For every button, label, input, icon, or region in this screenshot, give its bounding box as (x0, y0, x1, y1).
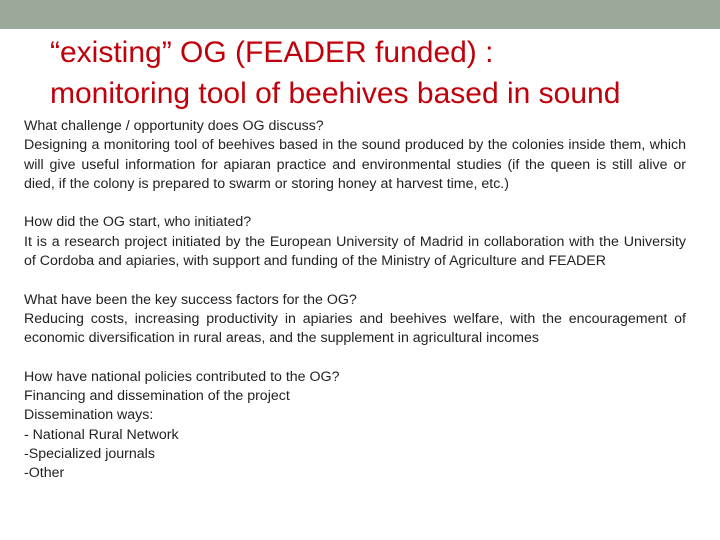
question-challenge: What challenge / opportunity does OG discuss? (24, 118, 324, 134)
section-origin (24, 213, 686, 271)
policy-line-specialized-journals: -Specialized journals (24, 446, 155, 463)
slide-body (24, 117, 686, 484)
section-success-factors (24, 291, 686, 349)
section-national-policies (24, 368, 686, 484)
policy-line-dissemination-ways: Dissemination ways: (24, 407, 154, 424)
question-success-factors: What have been the key success factors for the OG? (24, 291, 357, 308)
section-challenge (24, 117, 686, 194)
answer-success-factors: Reducing costs, increasing productivity in apiaries and beehives welfare, with the encouragement of economic diversification in rural areas, and the supplement in agricultural incomes (24, 310, 686, 347)
policy-line-financing: Financing and dissemination of the project (24, 388, 290, 405)
slide-title-line-1: “existing” OG (FEADER funded) : (50, 36, 494, 69)
policy-line-national-rural-network: - National Rural Network (24, 426, 179, 443)
question-national-policies: How have national policies contributed to the OG? (24, 368, 340, 385)
slide-title (50, 32, 710, 114)
header-bar (0, 0, 720, 29)
answer-challenge: Designing a monitoring tool of beehives based in the sound produced by the colonies inside them, which will give useful information for apiaran practice and environmental studies (if the queen is still alive or died, if the colony is prepared to swarm or storing honey at harvest time, etc.) (24, 137, 686, 192)
policy-line-other: -Other (24, 465, 65, 482)
question-origin: How did the OG start, who initiated? (24, 214, 252, 231)
slide-title-line-2: monitoring tool of beehives based in sound (50, 77, 621, 110)
answer-origin: It is a research project initiated by the European University of Madrid in collaboration with the University of Cordoba and apiaries, with support and funding of the Ministry of Agriculture and FEADER (24, 233, 686, 270)
